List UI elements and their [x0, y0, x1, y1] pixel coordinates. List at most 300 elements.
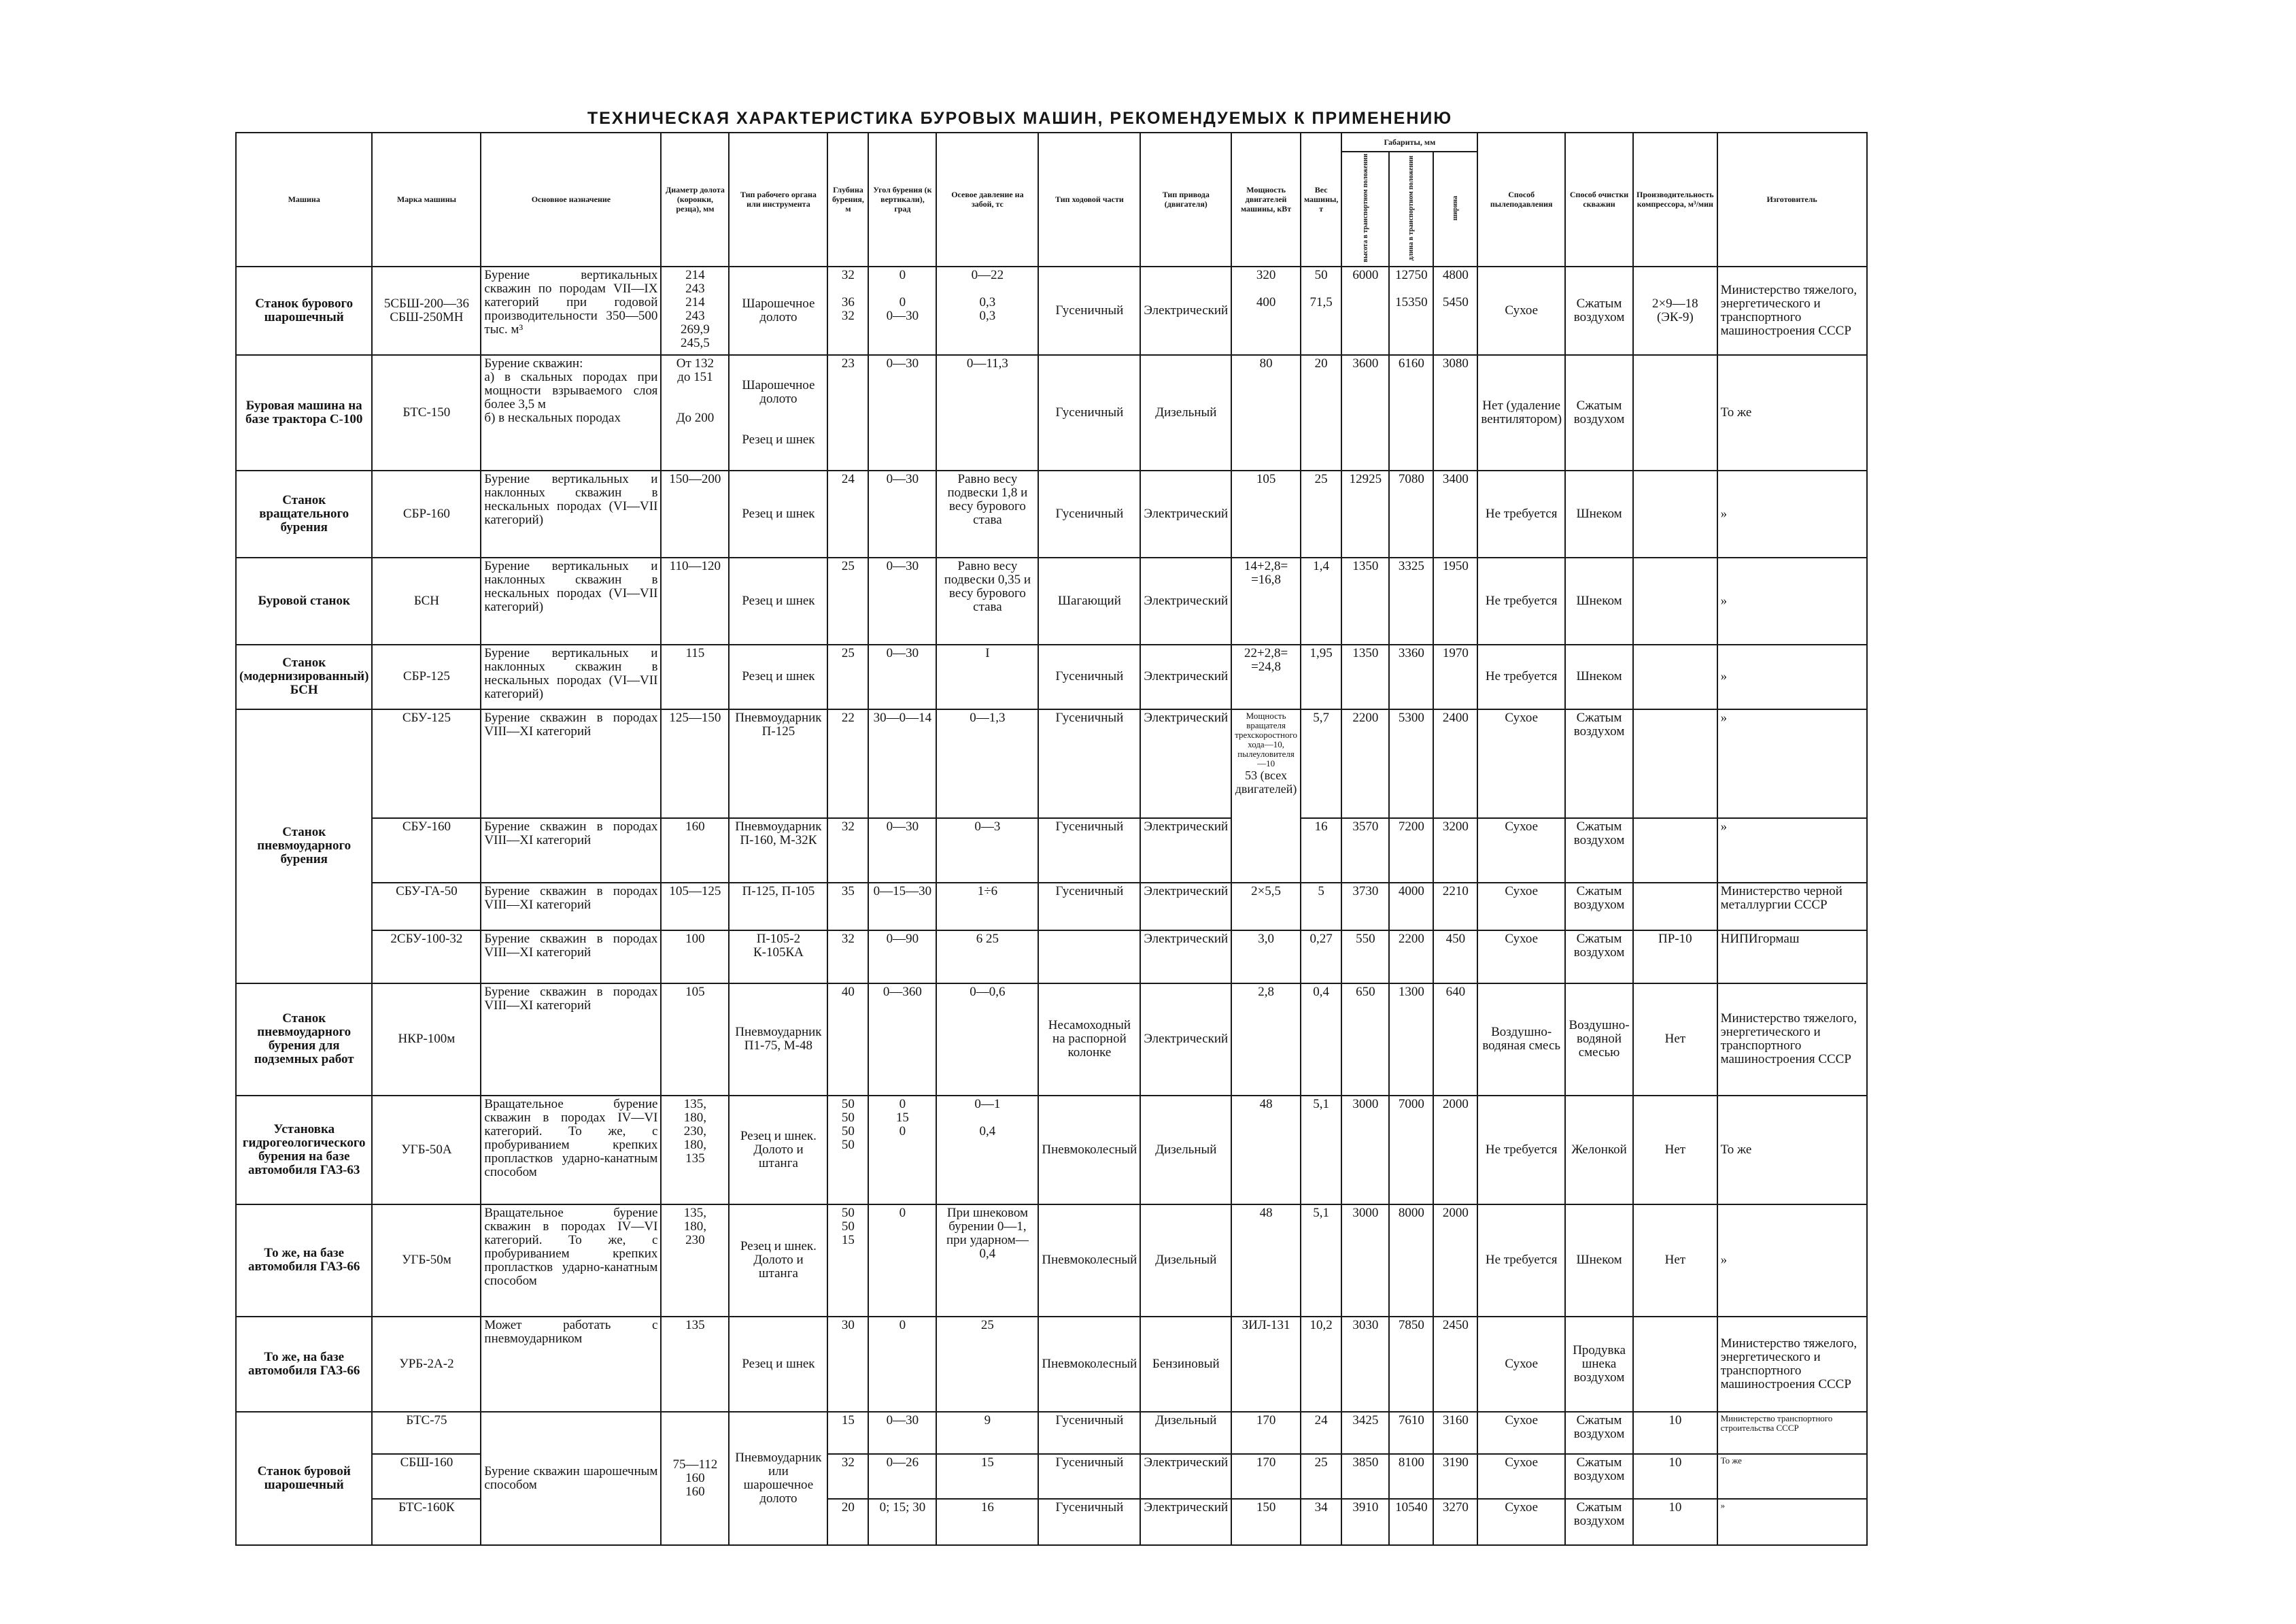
cell-dim-length: 6160: [1389, 355, 1433, 471]
cell-dim-height: 3000: [1341, 1204, 1389, 1317]
cell-dust: Сухое: [1477, 1317, 1565, 1412]
cell-clean: Сжатым воздухом: [1565, 1499, 1633, 1545]
col-dim-height: высота в транспортном положении: [1341, 152, 1389, 267]
cell-machine: То же, на базе автомобиля ГАЗ-66: [236, 1204, 372, 1317]
cell-dim-height: 550: [1341, 930, 1389, 983]
cell-compressor: [1633, 1317, 1717, 1412]
cell-weight: 1,4: [1301, 558, 1341, 645]
cell-maker: То же: [1717, 355, 1867, 471]
cell-dim-height: 650: [1341, 983, 1389, 1096]
cell-dim-length: 7610: [1389, 1412, 1433, 1454]
cell-clean: Шнеком: [1565, 558, 1633, 645]
cell-weight: 25: [1301, 471, 1341, 558]
cell-feed: 25: [936, 1317, 1038, 1412]
cell-depth: 25: [827, 645, 868, 709]
col-weight: Вес машины, т: [1301, 133, 1341, 267]
cell-dust: Не требуется: [1477, 1096, 1565, 1204]
cell-dim-height: 3730: [1341, 883, 1389, 930]
cell-feed: При шнековом бурении 0—1, при ударном—0,4: [936, 1204, 1038, 1317]
cell-dim-width: 3080: [1433, 355, 1477, 471]
col-travel: Тип ходовой части: [1038, 133, 1140, 267]
cell-weight: 5: [1301, 883, 1341, 930]
cell-drive: Дизельный: [1140, 355, 1231, 471]
cell-machine: Буровой станок: [236, 558, 372, 645]
cell-feed: 6 25: [936, 930, 1038, 983]
col-drive: Тип привода (двигателя): [1140, 133, 1231, 267]
cell-diameter: 115: [661, 645, 729, 709]
cell-machine: Установка гидрогеологического бурения на базе автомобиля ГАЗ-63: [236, 1096, 372, 1204]
cell-depth: 25: [827, 558, 868, 645]
cell-power: 320 400: [1231, 267, 1301, 355]
cell-dim-width: 3160: [1433, 1412, 1477, 1454]
cell-dim-length: 3360: [1389, 645, 1433, 709]
page-title: ТЕХНИЧЕСКАЯ ХАРАКТЕРИСТИКА БУРОВЫХ МАШИН, РЕКОМЕНДУЕМЫХ К ПРИМЕНЕНИЮ: [587, 109, 1453, 128]
cell-depth: 30: [827, 1317, 868, 1412]
table-row: [236, 709, 1867, 818]
table-row: [236, 1412, 1867, 1454]
cell-model: 2СБУ-100-32: [372, 930, 481, 983]
col-model: Марка машины: [372, 133, 481, 267]
cell-diameter: 105—125: [661, 883, 729, 930]
cell-maker: »: [1717, 709, 1867, 818]
cell-dim-width: 640: [1433, 983, 1477, 1096]
cell-tool: Пневмоударник П1-75, М-48: [729, 983, 827, 1096]
cell-dim-height: 3910: [1341, 1499, 1389, 1545]
cell-weight: 10,2: [1301, 1317, 1341, 1412]
cell-purpose: Бурение скважин в породах VIII—XI категорий: [481, 983, 661, 1096]
cell-power: 14+2,8= =16,8: [1231, 558, 1301, 645]
cell-tool: Шарошечное долото Резец и шнек: [729, 355, 827, 471]
cell-angle: 0—90: [868, 930, 936, 983]
cell-angle: 30—0—14: [868, 709, 936, 818]
table-row: [236, 983, 1867, 1096]
cell-dim-length: 4000: [1389, 883, 1433, 930]
cell-diameter: 125—150: [661, 709, 729, 818]
cell-machine: То же, на базе автомобиля ГАЗ-66: [236, 1317, 372, 1412]
cell-weight: 5,7: [1301, 709, 1341, 818]
cell-depth: 32: [827, 818, 868, 883]
cell-purpose: Вращательное бурение скважин в породах IV—VI категорий. То же, с пробуриванием крепких пропластков ударно-канатным способом: [481, 1096, 661, 1204]
cell-drive: Дизельный: [1140, 1412, 1231, 1454]
table-row: [236, 1204, 1867, 1317]
cell-travel: Гусеничный: [1038, 267, 1140, 355]
table-header: [236, 133, 1867, 267]
cell-travel: Шагающий: [1038, 558, 1140, 645]
cell-tool: Пневмоударник П-125: [729, 709, 827, 818]
cell-maker: Министерство тяжелого, энергетического и транспортного машиностроения СССР: [1717, 267, 1867, 355]
cell-dim-width: 3400: [1433, 471, 1477, 558]
col-depth: Глубина бурения, м: [827, 133, 868, 267]
cell-weight: 5,1: [1301, 1096, 1341, 1204]
cell-compressor: Нет: [1633, 1096, 1717, 1204]
cell-drive: Электрический: [1140, 818, 1231, 883]
cell-dim-height: 2200: [1341, 709, 1389, 818]
cell-drive: Электрический: [1140, 709, 1231, 818]
cell-angle: 0—30: [868, 645, 936, 709]
cell-feed: 9: [936, 1412, 1038, 1454]
cell-dim-width: 2450: [1433, 1317, 1477, 1412]
cell-dim-width: 3270: [1433, 1499, 1477, 1545]
cell-tool: Резец и шнек: [729, 471, 827, 558]
cell-travel: Пневмоколесный: [1038, 1204, 1140, 1317]
cell-compressor: [1633, 883, 1717, 930]
cell-drive: Электрический: [1140, 883, 1231, 930]
cell-purpose: Бурение вертикальных скважин по породам VII—IX категорий при годовой производительности 350—500 тыс. м³: [481, 267, 661, 355]
cell-clean: Сжатым воздухом: [1565, 883, 1633, 930]
cell-weight: 0,27: [1301, 930, 1341, 983]
cell-machine: Станок пневмоударного бурения: [236, 709, 372, 983]
cell-power: 48: [1231, 1204, 1301, 1317]
cell-dim-width: 450: [1433, 930, 1477, 983]
cell-angle: 0; 15; 30: [868, 1499, 936, 1545]
cell-power: [1231, 709, 1301, 883]
cell-clean: Желонкой: [1565, 1096, 1633, 1204]
cell-purpose: Бурение скважин шарошечным способом: [481, 1412, 661, 1545]
cell-dim-width: 2210: [1433, 883, 1477, 930]
cell-compressor: [1633, 558, 1717, 645]
cell-dim-length: 8000: [1389, 1204, 1433, 1317]
cell-dust: Не требуется: [1477, 471, 1565, 558]
cell-angle: 0—30: [868, 1412, 936, 1454]
cell-dim-width: 1970: [1433, 645, 1477, 709]
cell-dim-width: 3200: [1433, 818, 1477, 883]
cell-dim-width: 1950: [1433, 558, 1477, 645]
cell-dim-length: 7000: [1389, 1096, 1433, 1204]
cell-travel: Несамоходный на распорной колонке: [1038, 983, 1140, 1096]
cell-diameter: 75—112 160 160: [661, 1412, 729, 1545]
cell-weight: 34: [1301, 1499, 1341, 1545]
cell-weight: 25: [1301, 1454, 1341, 1499]
cell-depth: 35: [827, 883, 868, 930]
col-compressor: Производительность компрессора, м³/мин: [1633, 133, 1717, 267]
table-row: [236, 1454, 1867, 1499]
cell-drive: Бензиновый: [1140, 1317, 1231, 1412]
cell-power: 170: [1231, 1454, 1301, 1499]
specs-table: [235, 132, 1868, 1546]
cell-power: ЗИЛ-131: [1231, 1317, 1301, 1412]
cell-purpose: Может работать с пневмоударником: [481, 1317, 661, 1412]
cell-model: СБУ-125: [372, 709, 481, 818]
cell-dust: Сухое: [1477, 930, 1565, 983]
cell-dust: Сухое: [1477, 1412, 1565, 1454]
table-row: [236, 883, 1867, 930]
cell-tool: Пневмоударник или шарошечное долото: [729, 1412, 827, 1545]
cell-weight: 20: [1301, 355, 1341, 471]
cell-dust: Воздушно-водяная смесь: [1477, 983, 1565, 1096]
table-row: [236, 1096, 1867, 1204]
col-dims: Габариты, мм: [1341, 133, 1477, 152]
cell-drive: Дизельный: [1140, 1096, 1231, 1204]
cell-feed: 1÷6: [936, 883, 1038, 930]
cell-dim-length: 2200: [1389, 930, 1433, 983]
cell-clean: Воздушно-водяной смесью: [1565, 983, 1633, 1096]
cell-drive: Дизельный: [1140, 1204, 1231, 1317]
cell-power: 105: [1231, 471, 1301, 558]
cell-power: 170: [1231, 1412, 1301, 1454]
cell-travel: Гусеничный: [1038, 709, 1140, 818]
cell-drive: Электрический: [1140, 645, 1231, 709]
cell-clean: Продувка шнека воздухом: [1565, 1317, 1633, 1412]
col-tool: Тип рабочего органа или инструмента: [729, 133, 827, 267]
cell-dust: Сухое: [1477, 818, 1565, 883]
cell-feed: 0—1 0,4: [936, 1096, 1038, 1204]
cell-power: 3,0: [1231, 930, 1301, 983]
cell-power: 48: [1231, 1096, 1301, 1204]
cell-power: 2×5,5: [1231, 883, 1301, 930]
cell-machine: Станок бурового шарошечный: [236, 267, 372, 355]
cell-dust: Не требуется: [1477, 1204, 1565, 1317]
cell-angle: 0 0 0—30: [868, 267, 936, 355]
cell-tool: Резец и шнек: [729, 1317, 827, 1412]
col-feed: Осевое давление на забой, тс: [936, 133, 1038, 267]
cell-purpose: Бурение скважин в породах VIII—XI категорий: [481, 930, 661, 983]
cell-diameter: 135, 180, 230, 180, 135: [661, 1096, 729, 1204]
cell-compressor: [1633, 471, 1717, 558]
cell-machine: Станок буровой шарошечный: [236, 1412, 372, 1545]
cell-compressor: [1633, 818, 1717, 883]
cell-clean: Сжатым воздухом: [1565, 818, 1633, 883]
cell-dim-width: 4800 5450: [1433, 267, 1477, 355]
cell-dim-height: 1350: [1341, 558, 1389, 645]
cell-purpose: Вращательное бурение скважин в породах IV—VI категорий. То же, с пробуриванием крепких пропластков ударно-канатным способом: [481, 1204, 661, 1317]
cell-model: СБУ-160: [372, 818, 481, 883]
table-row: [236, 355, 1867, 471]
cell-dim-width: 2400: [1433, 709, 1477, 818]
cell-drive: Электрический: [1140, 558, 1231, 645]
cell-feed: 0—11,3: [936, 355, 1038, 471]
cell-dim-height: 6000: [1341, 267, 1389, 355]
cell-purpose: Бурение скважин в породах VIII—XI категорий: [481, 818, 661, 883]
cell-purpose: Бурение вертикальных и наклонных скважин в нескальных породах (VI—VII категорий): [481, 645, 661, 709]
cell-weight: 50 71,5: [1301, 267, 1341, 355]
cell-maker: »: [1717, 471, 1867, 558]
cell-clean: Шнеком: [1565, 645, 1633, 709]
cell-power: 150: [1231, 1499, 1301, 1545]
cell-clean: Сжатым воздухом: [1565, 930, 1633, 983]
cell-clean: Сжатым воздухом: [1565, 1454, 1633, 1499]
col-power: Мощность двигателей машины, кВт: [1231, 133, 1301, 267]
cell-compressor: 10: [1633, 1412, 1717, 1454]
table-row: [236, 471, 1867, 558]
cell-dim-height: 3570: [1341, 818, 1389, 883]
cell-travel: Гусеничный: [1038, 645, 1140, 709]
cell-machine: Станок вращательного бурения: [236, 471, 372, 558]
cell-clean: Сжатым воздухом: [1565, 1412, 1633, 1454]
cell-depth: 32 36 32: [827, 267, 868, 355]
cell-model: СБР-160: [372, 471, 481, 558]
cell-depth: 32: [827, 1454, 868, 1499]
cell-depth: 23: [827, 355, 868, 471]
cell-dust: Сухое: [1477, 1499, 1565, 1545]
cell-depth: 40: [827, 983, 868, 1096]
cell-travel: Гусеничный: [1038, 883, 1140, 930]
cell-tool: Пневмоударник П-160, М-32К: [729, 818, 827, 883]
cell-model: БТС-160К: [372, 1499, 481, 1545]
cell-dim-length: 3325: [1389, 558, 1433, 645]
cell-weight: 1,95: [1301, 645, 1341, 709]
cell-diameter: 110—120: [661, 558, 729, 645]
table-row: [236, 558, 1867, 645]
cell-dim-length: 12750 15350: [1389, 267, 1433, 355]
cell-diameter: 160: [661, 818, 729, 883]
table-row: [236, 818, 1867, 883]
cell-clean: Шнеком: [1565, 471, 1633, 558]
cell-dim-height: 12925: [1341, 471, 1389, 558]
cell-maker: »: [1717, 1204, 1867, 1317]
cell-maker: То же: [1717, 1454, 1867, 1499]
cell-feed: I: [936, 645, 1038, 709]
cell-machine: Станок (модернизированный) БСН: [236, 645, 372, 709]
cell-travel: [1038, 930, 1140, 983]
cell-drive: Электрический: [1140, 1454, 1231, 1499]
cell-purpose: Бурение скважин в породах VIII—XI категорий: [481, 883, 661, 930]
cell-diameter: 135, 180, 230: [661, 1204, 729, 1317]
cell-compressor: Нет: [1633, 983, 1717, 1096]
cell-power: 22+2,8= =24,8: [1231, 645, 1301, 709]
cell-compressor: ПР-10: [1633, 930, 1717, 983]
cell-diameter: 135: [661, 1317, 729, 1412]
cell-drive: Электрический: [1140, 983, 1231, 1096]
cell-maker: Министерство черной металлургии СССР: [1717, 883, 1867, 930]
cell-depth: 32: [827, 930, 868, 983]
cell-drive: Электрический: [1140, 471, 1231, 558]
cell-diameter: 100: [661, 930, 729, 983]
col-maker: Изготовитель: [1717, 133, 1867, 267]
cell-model: БСН: [372, 558, 481, 645]
cell-dim-length: 7850: [1389, 1317, 1433, 1412]
cell-feed: Равно весу подвески 1,8 и весу бурового става: [936, 471, 1038, 558]
col-purpose: Основное назначение: [481, 133, 661, 267]
cell-compressor: [1633, 709, 1717, 818]
cell-maker: Министерство транспортного строительства СССР: [1717, 1412, 1867, 1454]
cell-feed: 0—3: [936, 818, 1038, 883]
table-row: [236, 267, 1867, 355]
cell-travel: Гусеничный: [1038, 355, 1140, 471]
cell-dim-width: 2000: [1433, 1204, 1477, 1317]
table-row: [236, 645, 1867, 709]
cell-model: БТС-150: [372, 355, 481, 471]
cell-clean: Шнеком: [1565, 1204, 1633, 1317]
table-row: [236, 1317, 1867, 1412]
cell-purpose: Бурение вертикальных и наклонных скважин в нескальных породах (VI—VII категорий): [481, 471, 661, 558]
cell-maker: НИПИгормаш: [1717, 930, 1867, 983]
cell-maker: Министерство тяжелого, энергетического и транспортного машиностроения СССР: [1717, 983, 1867, 1096]
cell-depth: 50 50 15: [827, 1204, 868, 1317]
cell-diameter: 105: [661, 983, 729, 1096]
cell-dim-height: 3000: [1341, 1096, 1389, 1204]
power-total: 53 (всех двигателей): [1235, 768, 1297, 796]
cell-compressor: 2×9—18 (ЭК-9): [1633, 267, 1717, 355]
cell-maker: »: [1717, 818, 1867, 883]
cell-diameter: 214 243 214 243 269,9 245,5: [661, 267, 729, 355]
cell-dim-length: 10540: [1389, 1499, 1433, 1545]
cell-depth: 24: [827, 471, 868, 558]
cell-travel: Гусеничный: [1038, 1412, 1140, 1454]
cell-dim-height: 3030: [1341, 1317, 1389, 1412]
cell-feed: 16: [936, 1499, 1038, 1545]
cell-depth: 15: [827, 1412, 868, 1454]
cell-compressor: 10: [1633, 1454, 1717, 1499]
cell-model: 5СБШ-200—36 СБШ-250МН: [372, 267, 481, 355]
cell-dust: Не требуется: [1477, 558, 1565, 645]
cell-travel: Гусеничный: [1038, 818, 1140, 883]
cell-dim-length: 8100: [1389, 1454, 1433, 1499]
cell-angle: 0—30: [868, 471, 936, 558]
cell-tool: Резец и шнек: [729, 558, 827, 645]
cell-dim-length: 7080: [1389, 471, 1433, 558]
col-dust: Способ пылеподавления: [1477, 133, 1565, 267]
cell-dim-length: 5300: [1389, 709, 1433, 818]
cell-dim-height: 3600: [1341, 355, 1389, 471]
cell-model: СБР-125: [372, 645, 481, 709]
cell-power: 80: [1231, 355, 1301, 471]
cell-maker: »: [1717, 558, 1867, 645]
cell-travel: Гусеничный: [1038, 471, 1140, 558]
cell-travel: Гусеничный: [1038, 1499, 1140, 1545]
table-row: [236, 1499, 1867, 1545]
cell-dim-height: 3850: [1341, 1454, 1389, 1499]
cell-depth: 22: [827, 709, 868, 818]
cell-drive: Электрический: [1140, 930, 1231, 983]
col-diameter: Диаметр долота (коронки, резца), мм: [661, 133, 729, 267]
col-dim-width: ширина: [1433, 152, 1477, 267]
cell-travel: Гусеничный: [1038, 1454, 1140, 1499]
cell-feed: 0—22 0,3 0,3: [936, 267, 1038, 355]
cell-weight: 24: [1301, 1412, 1341, 1454]
cell-clean: Сжатым воздухом: [1565, 267, 1633, 355]
cell-machine: Станок пневмоударного бурения для подземных работ: [236, 983, 372, 1096]
cell-dust: Сухое: [1477, 1454, 1565, 1499]
cell-tool: Резец и шнек: [729, 645, 827, 709]
cell-angle: 0—26: [868, 1454, 936, 1499]
cell-angle: 0 15 0: [868, 1096, 936, 1204]
cell-angle: 0: [868, 1317, 936, 1412]
cell-maker: »: [1717, 1499, 1867, 1545]
cell-power: 2,8: [1231, 983, 1301, 1096]
cell-model: УГБ-50А: [372, 1096, 481, 1204]
cell-angle: 0—15—30: [868, 883, 936, 930]
cell-depth: 20: [827, 1499, 868, 1545]
table-body: [236, 267, 1867, 1545]
cell-diameter: От 132 до 151 До 200: [661, 355, 729, 471]
col-clean: Способ очистки скважин: [1565, 133, 1633, 267]
col-angle: Угол бурения (к вертикали), град: [868, 133, 936, 267]
cell-dim-length: 1300: [1389, 983, 1433, 1096]
cell-dim-height: 1350: [1341, 645, 1389, 709]
cell-tool: П-105-2 К-105КА: [729, 930, 827, 983]
cell-feed: 15: [936, 1454, 1038, 1499]
cell-weight: 5,1: [1301, 1204, 1341, 1317]
cell-model: НКР-100м: [372, 983, 481, 1096]
cell-model: СБУ-ГА-50: [372, 883, 481, 930]
power-note: Мощность вращателя трехскоростного хода—10, пылеуловителя—10: [1235, 710, 1297, 768]
cell-feed: 0—0,6: [936, 983, 1038, 1096]
cell-dust: Сухое: [1477, 709, 1565, 818]
cell-travel: Пневмоколесный: [1038, 1096, 1140, 1204]
col-machine: Машина: [236, 133, 372, 267]
cell-tool: Резец и шнек. Долото и штанга: [729, 1204, 827, 1317]
cell-maker: »: [1717, 645, 1867, 709]
cell-compressor: [1633, 355, 1717, 471]
cell-angle: 0: [868, 1204, 936, 1317]
cell-compressor: [1633, 645, 1717, 709]
cell-clean: Сжатым воздухом: [1565, 709, 1633, 818]
cell-feed: Равно весу подвески 0,35 и весу бурового става: [936, 558, 1038, 645]
cell-dim-height: 3425: [1341, 1412, 1389, 1454]
cell-drive: Электрический: [1140, 267, 1231, 355]
cell-drive: Электрический: [1140, 1499, 1231, 1545]
cell-maker: Министерство тяжелого, энергетического и транспортного машиностроения СССР: [1717, 1317, 1867, 1412]
